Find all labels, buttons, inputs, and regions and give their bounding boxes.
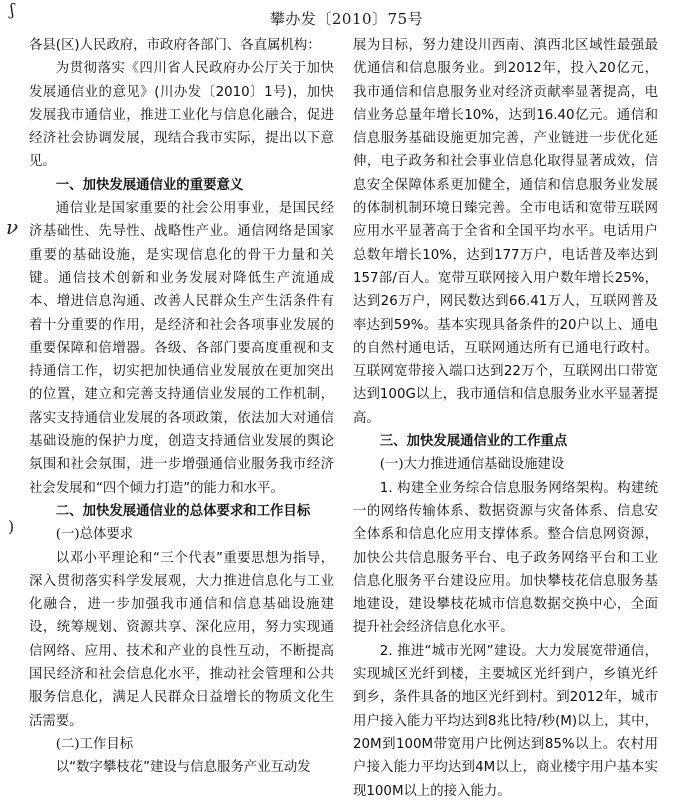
work-goals-paragraph-continuation: 展为目标，努力建设川西南、滇西北区域性最强最优通信和信息服务业。到2012年，投入20亿元，我市通信和信息服务业对经济贡献率显著提高，电信业务总量年增长10%，达到16.40亿元。通信和信息服务基础设施更加完善，产业链进一步优化延伸，电子政务和社会事业信息化取得显著成效，信息安全保障体系更加健全，通信和信息服务业发展的体制机制环境日臻完善。全市电话和宽带互联网应用水平显著高于全省和全国平均水平。电话用户总数年增长10%，达到177万户，电话普及率达到157部/百人。宽带互联网接入用户数年增长25%，达到26万户，网民数达到66.41万人，互联网普及率达到59%。基本实现具备条件的20户以上、通电的自然村通电话，互联网通达所有已通电行政村。互联网宽带接入端口达到22万个，互联网出口带宽达到100G以上，我市通信和信息服务业水平显著提高。 xyxy=(353,38,658,426)
intro-paragraph: 为贯彻落实《四川省人民政府办公厅关于加快发展通信业的意见》(川办发〔2010〕1号)，加快发展我市通信业，推进工业化与信息化融合，促进经济社会协调发展，现结合我市实际，提出以下意见。 xyxy=(29,61,334,170)
item-2-paragraph: 2. 推进“城市光网”建设。大力发展宽带通信，实现城区光纤到楼，主要城区光纤到户，乡镇光纤到乡，条件具备的地区光纤到村。到2012年，城市用户接入能力平均达到8兆比特/秒(M)以上，其中，20M到100M带宽用户比例达到85%以上。农村用户接入能力平均达到4M以上，商业楼宇用户基本实现100M以上的接入能力。 xyxy=(353,643,658,799)
left-column xyxy=(29,34,334,780)
section-heading-2: 二、加快发展通信业的总体要求和工作目标 xyxy=(55,503,311,519)
section-1-paragraph: 通信业是国家重要的社会公用事业，是国民经济基础性、先导性、战略性产业。通信网络是国家重要的基础设施，是实现信息化的骨干力量和关键。通信技术创新和业务发展对降低生产流通成本、增进信息沟通、改善人民群众生产生活条件有着十分重要的作用，是经济和社会各项事业发展的重要保障和倍增器。各级、各部门要高度重视和支持通信工作，切实把加快通信业发展放在更加突出的位置，建立和完善支持通信业发展的工作机制，落实支持通信业发展的各项政策，依法加大对通信基础设施的保护力度，创造支持通信业发展的舆论氛围和社会氛围，进一步增强通信业服务我市经济社会发展和“四个倾力打造”的能力和水平。 xyxy=(29,201,334,496)
section-heading-3: 三、加快发展通信业的工作重点 xyxy=(379,434,568,450)
section-heading-1: 一、加快发展通信业的重要意义 xyxy=(55,177,244,193)
subheading-overall-requirements: (一)总体要求 xyxy=(55,527,134,543)
item-1-paragraph: 1. 构建全业务综合信息服务网络架构。构建统一的网络传输体系、数据资源与灾备体系、信息安全体系和信息化应用支撑体系。整合信息网资源，加快公共信息服务平台、电子政务网络平台和工业信息化服务平台建设应用。加快攀枝花信息服务基地建设，建设攀枝花城市信息数据交换中心，全面提升社会经济信息化水平。 xyxy=(353,480,658,636)
subheading-infrastructure: (一)大力推进通信基础设施建设 xyxy=(379,457,565,473)
overall-requirements-paragraph: 以邓小平理论和“三个代表”重要思想为指导，深入贯彻落实科学发展观，大力推进信息化与工业化融合，进一步加强我市通信和信息基础设施建设，统筹规划、资源共享、深化应用，努力实现通信网络、应用、技术和产业的良性互动，不断提高国民经济和社会信息化水平，推动社会管理和公共服务信息化，满足人民群众日益增长的物质文化生活需要。 xyxy=(29,550,334,729)
margin-mark: ) xyxy=(8,517,15,536)
subheading-work-goals: (二)工作目标 xyxy=(55,736,134,752)
margin-mark: ν xyxy=(6,215,19,239)
document-number-header: 攀办发〔2010〕75号 xyxy=(269,10,424,28)
work-goals-paragraph-start: 以“数字攀枝花”建设与信息服务产业互动发 xyxy=(55,760,311,776)
margin-mark: ʃ xyxy=(10,0,15,19)
right-column xyxy=(353,34,658,803)
salutation: 各县(区)人民政府，市政府各部门、各直属机构： xyxy=(29,38,321,53)
